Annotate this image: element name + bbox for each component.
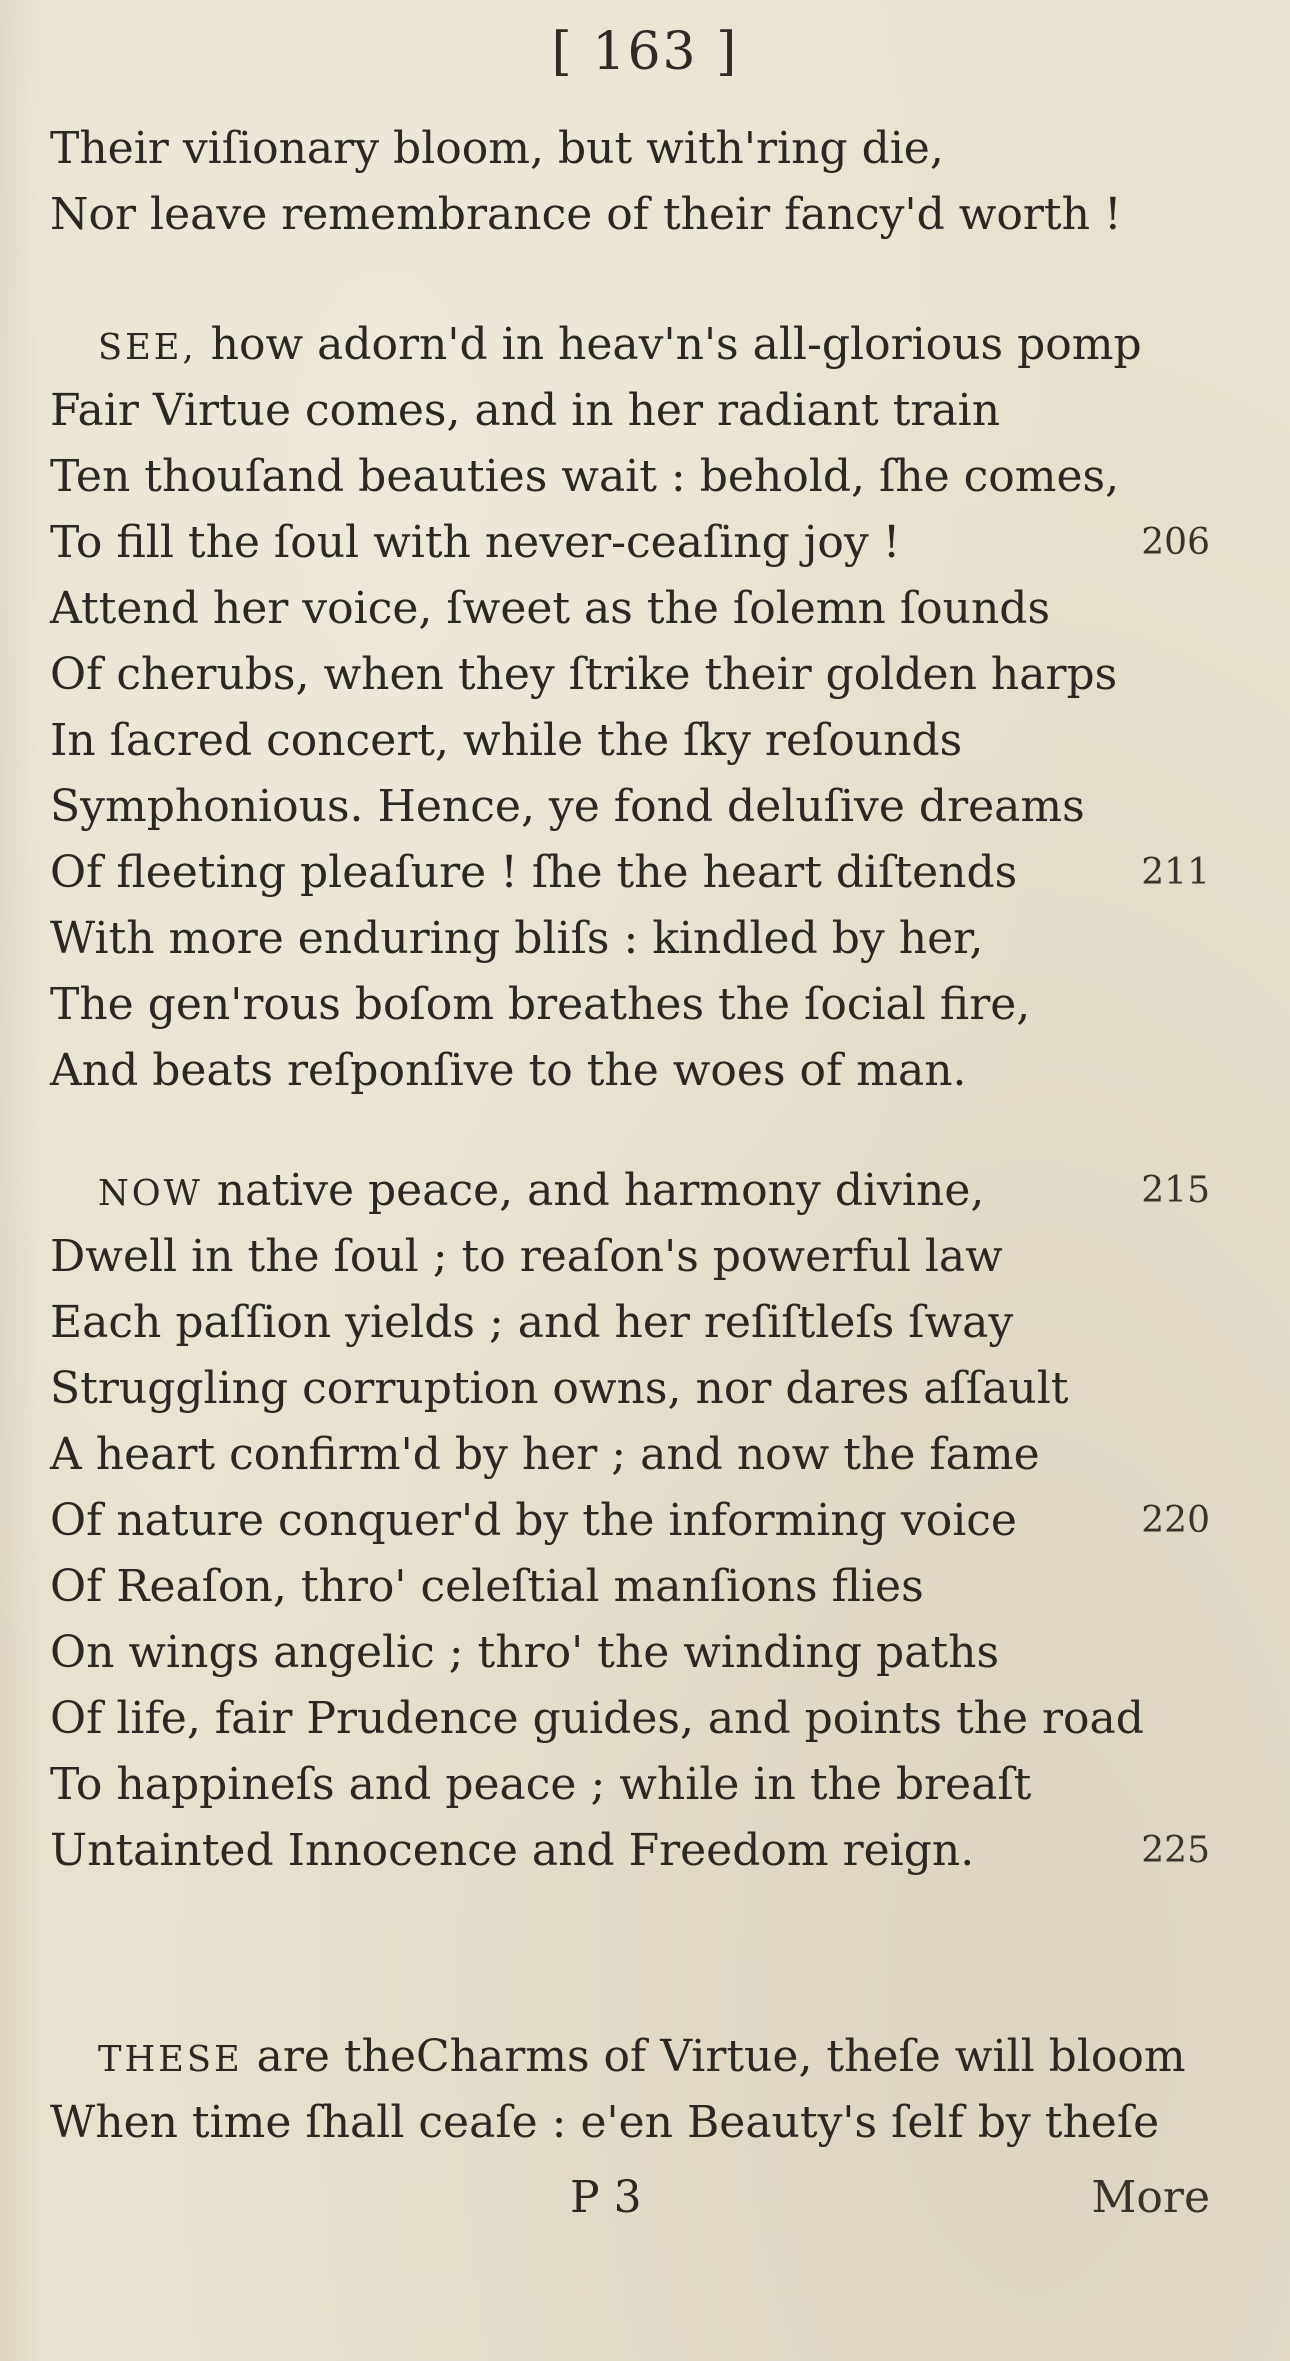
verse-line — [50, 1038, 1210, 1104]
verse-line — [50, 1158, 1210, 1224]
page-number-header: [ 163 ] — [551, 22, 739, 82]
stanza-2 — [50, 312, 1210, 1104]
verse-line — [50, 1818, 1210, 1884]
verse-line — [50, 906, 1210, 972]
verse-line — [50, 116, 1210, 182]
verse-text: On wings angelic ; thro' the winding paths — [50, 1627, 1000, 1678]
verse-line — [50, 2090, 1210, 2156]
verse-line — [50, 1488, 1210, 1554]
verse-line — [50, 972, 1210, 1038]
verse-text: are theCharms of Virtue, theſe will bloom — [242, 2031, 1186, 2082]
verse-text: When time ſhall ceaſe : e'en Beauty's ſelf by theſe — [50, 2097, 1160, 2148]
stanza-lead-word: NOW — [98, 1173, 203, 1214]
line-number: 215 — [1141, 1170, 1210, 1211]
line-number: 211 — [1141, 852, 1210, 893]
stanza-lead-word: SEE, — [98, 327, 197, 368]
verse-line — [50, 510, 1210, 576]
stanza-4 — [50, 2024, 1210, 2156]
verse-text: A heart confirm'd by her ; and now the fame — [50, 1429, 1040, 1480]
line-number: 206 — [1141, 522, 1210, 563]
verse-text: native peace, and harmony divine, — [202, 1165, 985, 1216]
verse-text: And beats reſponſive to the woes of man. — [50, 1045, 967, 1096]
verse-text: how adorn'd in heav'n's all-glorious pomp — [196, 319, 1142, 370]
verse-line — [50, 1224, 1210, 1290]
verse-line — [50, 444, 1210, 510]
verse-text: Of Reaſon, thro' celeſtial manſions flies — [50, 1561, 924, 1612]
stanza-3 — [50, 1158, 1210, 1884]
stanza-1 — [50, 116, 1210, 248]
verse-text: Struggling corruption owns, nor dares aſſault — [50, 1363, 1069, 1414]
verse-text: Untainted Innocence and Freedom reign. — [50, 1825, 975, 1876]
verse-line — [50, 1356, 1210, 1422]
verse-text: Attend her voice, ſweet as the ſolemn ſounds — [50, 583, 1051, 634]
stanza-lead-word: THESE — [98, 2039, 243, 2080]
verse-line — [50, 312, 1210, 378]
verse-line — [50, 708, 1210, 774]
verse-text: Dwell in the ſoul ; to reaſon's powerful law — [50, 1231, 1003, 1282]
verse-text: Ten thouſand beauties wait : behold, ſhe comes, — [50, 451, 1120, 502]
verse-text: Their viſionary bloom, but with'ring die, — [50, 123, 944, 174]
verse-text: With more enduring bliſs : kindled by her, — [50, 913, 984, 964]
verse-line — [50, 642, 1210, 708]
verse-text: Of fleeting pleaſure ! ſhe the heart diſtends — [50, 847, 1018, 898]
verse-line — [50, 576, 1210, 642]
verse-text: The gen'rous boſom breathes the ſocial fire, — [50, 979, 1031, 1030]
verse-text: Fair Virtue comes, and in her radiant train — [50, 385, 1001, 436]
verse-line — [50, 2024, 1210, 2090]
line-number: 225 — [1141, 1830, 1210, 1871]
verse-line — [50, 1686, 1210, 1752]
verse-line — [50, 1752, 1210, 1818]
verse-line — [50, 182, 1210, 248]
verse-text: Nor leave remembrance of their fancy'd worth ! — [50, 189, 1122, 240]
verse-line — [50, 840, 1210, 906]
verse-line — [50, 774, 1210, 840]
verse-text: To fill the ſoul with never-ceaſing joy ! — [50, 517, 901, 568]
verse-text: Of life, fair Prudence guides, and points the road — [50, 1693, 1144, 1744]
verse-text: In ſacred concert, while the ſky reſounds — [50, 715, 963, 766]
verse-text: To happineſs and peace ; while in the breaſt — [50, 1759, 1032, 1810]
verse-line — [50, 1422, 1210, 1488]
signature-mark: P 3 — [570, 2172, 642, 2223]
verse-text: Each paſſion yields ; and her reſiſtleſs ſway — [50, 1297, 1014, 1348]
verse-text: Symphonious. Hence, ye fond deluſive dreams — [50, 781, 1085, 832]
catchword: More — [1091, 2172, 1210, 2223]
line-number: 220 — [1141, 1500, 1210, 1541]
verse-text: Of cherubs, when they ſtrike their golden harps — [50, 649, 1118, 700]
verse-line — [50, 1620, 1210, 1686]
verse-line — [50, 378, 1210, 444]
verse-text: Of nature conquer'd by the informing voice — [50, 1495, 1017, 1546]
verse-line — [50, 1290, 1210, 1356]
page-footer — [50, 2172, 1210, 2238]
verse-line — [50, 1554, 1210, 1620]
